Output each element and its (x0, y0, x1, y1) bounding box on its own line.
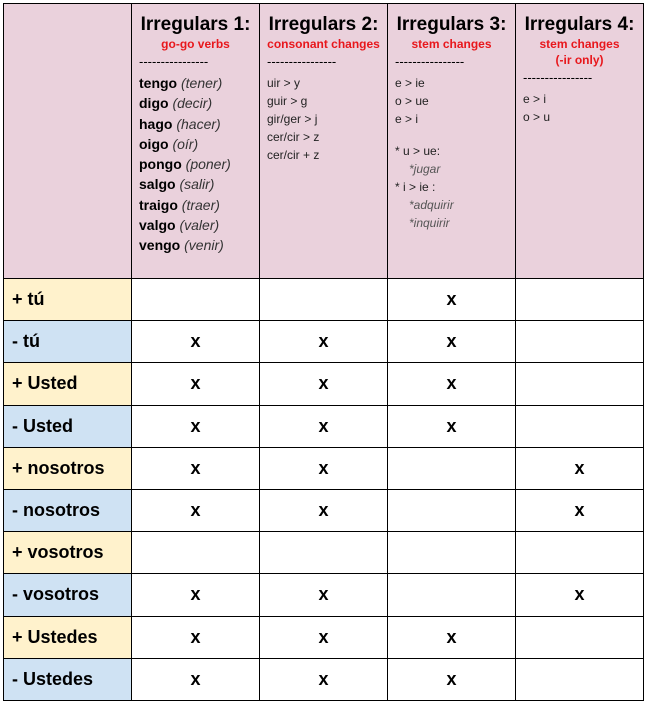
header-subtitle: consonant changes (267, 37, 380, 51)
row-label: + nosotros (4, 447, 132, 489)
note-rule: * u > ue: (395, 144, 441, 158)
verb-form: pongo (139, 156, 182, 173)
row-label: - tú (4, 321, 132, 363)
verb-infinitive: (valer) (179, 217, 220, 234)
mark-cell: x (260, 489, 388, 531)
verb-infinitive: (traer) (181, 196, 220, 213)
row-label: - Ustedes (4, 658, 132, 700)
verb-form: traigo (139, 196, 178, 213)
verb-form: digo (139, 95, 169, 112)
rule-item: o > ue (395, 94, 429, 108)
rule-list (395, 74, 515, 232)
table-row (4, 489, 644, 531)
table-row (4, 279, 644, 321)
dash-divider: ---------------- (523, 70, 593, 85)
mark-cell (132, 279, 260, 321)
mark-cell: x (132, 616, 260, 658)
row-label: - nosotros (4, 489, 132, 531)
mark-cell: x (260, 363, 388, 405)
row-label: - Usted (4, 405, 132, 447)
mark-cell: x (260, 321, 388, 363)
mark-cell: x (260, 447, 388, 489)
verb-infinitive: (salir) (179, 176, 215, 193)
verb-item (139, 174, 259, 194)
mark-cell: x (516, 447, 644, 489)
row-label: + Ustedes (4, 616, 132, 658)
rule-item: e > ie (395, 76, 425, 90)
rule-item: e > i (523, 92, 547, 106)
mark-cell (388, 489, 516, 531)
rule-item: cer/cir > z (267, 130, 320, 144)
row-label: + tú (4, 279, 132, 321)
rule-list (267, 74, 387, 164)
mark-cell: x (388, 321, 516, 363)
mark-cell: x (132, 405, 260, 447)
header-title: Irregulars 3: (396, 14, 507, 35)
table-row (4, 532, 644, 574)
verb-infinitive: (tener) (181, 75, 223, 91)
rule-item: e > i (395, 112, 419, 126)
mark-cell: x (132, 363, 260, 405)
table-row (4, 574, 644, 616)
mark-cell: x (132, 574, 260, 616)
note-example: *jugar (409, 162, 441, 176)
mark-cell (516, 658, 644, 700)
verb-form: vengo (139, 237, 181, 254)
verb-infinitive: (oír) (172, 135, 199, 152)
rule-item: uir > y (267, 76, 301, 90)
mark-cell (516, 279, 644, 321)
header-subtitle: stem changes (411, 37, 492, 51)
verb-list (139, 73, 259, 256)
conjugation-table (3, 3, 644, 701)
header-row (4, 4, 644, 279)
mark-cell (388, 532, 516, 574)
mark-cell: x (516, 489, 644, 531)
mark-cell: x (132, 447, 260, 489)
mark-cell: x (388, 405, 516, 447)
header-irregulars-2 (260, 4, 388, 279)
rule-item: cer/cir + z (267, 148, 320, 162)
mark-cell: x (132, 658, 260, 700)
mark-cell: x (132, 321, 260, 363)
note-rule: * i > ie : (395, 180, 436, 194)
mark-cell (388, 574, 516, 616)
mark-cell: x (388, 363, 516, 405)
verb-item (139, 154, 259, 174)
verb-infinitive: (decir) (172, 95, 213, 112)
table-row (4, 405, 644, 447)
header-subtitle: go-go verbs (161, 37, 230, 51)
note-example: *adquirir (409, 198, 454, 212)
verb-item (139, 235, 259, 255)
mark-cell: x (388, 658, 516, 700)
verb-item (139, 73, 259, 93)
table-row (4, 363, 644, 405)
mark-cell: x (132, 489, 260, 531)
verb-form: tengo (139, 75, 178, 91)
note-example: *inquirir (409, 216, 450, 230)
mark-cell: x (260, 658, 388, 700)
mark-cell: x (388, 616, 516, 658)
header-subtitle-2: (-ir only) (555, 53, 604, 67)
verb-infinitive: (poner) (185, 156, 231, 173)
header-title: Irregulars 1: (140, 14, 251, 35)
table-row (4, 447, 644, 489)
header-title: Irregulars 2: (268, 14, 379, 35)
rule-item: o > u (523, 110, 551, 124)
mark-cell (132, 532, 260, 574)
dash-divider: ---------------- (267, 54, 337, 69)
mark-cell (516, 405, 644, 447)
table-row (4, 616, 644, 658)
mark-cell (388, 447, 516, 489)
verb-item (139, 195, 259, 215)
mark-cell (260, 532, 388, 574)
header-subtitle: stem changes (539, 37, 620, 51)
header-irregulars-1 (132, 4, 260, 279)
mark-cell (260, 279, 388, 321)
verb-form: hago (139, 115, 173, 132)
header-title: Irregulars 4: (524, 14, 635, 35)
verb-form: valgo (139, 217, 176, 234)
rule-item: gir/ger > j (267, 112, 318, 126)
mark-cell (516, 363, 644, 405)
verb-item (139, 215, 259, 235)
row-label: - vosotros (4, 574, 132, 616)
dash-divider: ---------------- (139, 54, 209, 69)
rule-list (523, 90, 643, 126)
mark-cell: x (260, 616, 388, 658)
mark-cell: x (260, 405, 388, 447)
header-irregulars-4 (516, 4, 644, 279)
row-label: + vosotros (4, 532, 132, 574)
mark-cell (516, 616, 644, 658)
spacer (395, 128, 515, 142)
header-irregulars-3 (388, 4, 516, 279)
mark-cell (516, 532, 644, 574)
mark-cell: x (388, 279, 516, 321)
corner-cell (4, 4, 132, 279)
verb-item (139, 93, 259, 113)
table-row (4, 321, 644, 363)
verb-form: salgo (139, 176, 176, 193)
dash-divider: ---------------- (395, 54, 465, 69)
verb-item (139, 134, 259, 154)
rule-item: guir > g (267, 94, 308, 108)
mark-cell: x (260, 574, 388, 616)
verb-infinitive: (venir) (184, 237, 224, 254)
row-label: + Usted (4, 363, 132, 405)
mark-cell (516, 321, 644, 363)
verb-item (139, 114, 259, 134)
mark-cell: x (516, 574, 644, 616)
verb-infinitive: (hacer) (176, 115, 221, 132)
verb-form: oigo (139, 135, 169, 152)
table-row (4, 658, 644, 700)
